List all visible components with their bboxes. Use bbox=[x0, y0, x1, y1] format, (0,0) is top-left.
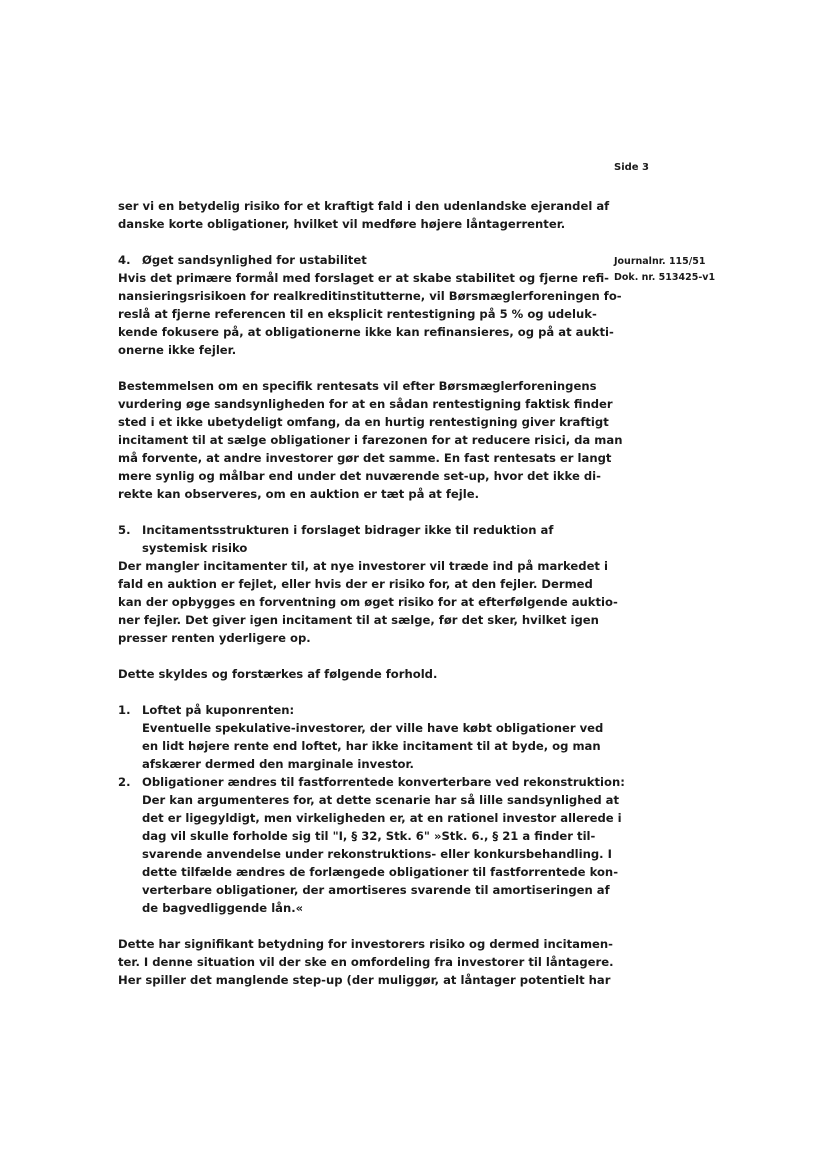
text-line: ter. I denne situation vil der ske en omfordeling fra investorer til låntagere. bbox=[118, 955, 614, 969]
text-line: Eventuelle spekulative-investorer, der ville have købt obligationer ved bbox=[142, 721, 604, 735]
list-number: 1. bbox=[118, 703, 131, 717]
text-line: reslå at fjerne referencen til en eksplicit rentestigning på 5 % og udeluk- bbox=[118, 307, 597, 321]
list-number: 2. bbox=[118, 775, 131, 789]
text-line: ner fejler. Det giver igen incitament til at sælge, før det sker, hvilket igen bbox=[118, 613, 599, 627]
paragraph-intro bbox=[118, 197, 610, 233]
list-item-title: Loftet på kuponrenten: bbox=[142, 703, 295, 717]
text-line: Der kan argumenteres for, at dette scenarie har så lille sandsynlighed at bbox=[142, 793, 620, 807]
section-title: Øget sandsynlighed for ustabilitet bbox=[142, 253, 367, 267]
text-line: ser vi en betydelig risiko for et kraftigt fald i den udenlandske ejerandel af bbox=[118, 199, 610, 213]
text-line: verterbare obligationer, der amortiseres svarende til amortiseringen af bbox=[142, 883, 610, 897]
text-line: nansieringsrisikoen for realkreditinstitutterne, vil Børsmæglerforeningen fo- bbox=[118, 289, 622, 303]
text-line: må forvente, at andre investorer gør det samme. En fast rentesats er langt bbox=[118, 451, 612, 465]
list-item-title: Obligationer ændres til fastforrentede konverterbare ved rekonstruktion: bbox=[142, 775, 625, 789]
list-item bbox=[118, 701, 604, 773]
section-number: 4. bbox=[118, 253, 131, 267]
text-line: sted i et ikke ubetydeligt omfang, da en hurtig rentestigning giver kraftigt bbox=[118, 415, 609, 429]
document-number: Dok. nr. 513425-v1 bbox=[614, 272, 716, 283]
text-line: onerne ikke fejler. bbox=[118, 343, 237, 357]
text-line: mere synlig og målbar end under det nuværende set-up, hvor det ikke di- bbox=[118, 469, 601, 483]
text-line: kan der opbygges en forventning om øget risiko for at efterfølgende auktio- bbox=[118, 595, 618, 609]
text-line: rekte kan observeres, om en auktion er tæt på at fejle. bbox=[118, 487, 480, 501]
text-line: dag vil skulle forholde sig til "I, § 32, Stk. 6" »Stk. 6., § 21 a finder til- bbox=[142, 829, 596, 843]
text-line: Dette har signifikant betydning for investorers risiko og dermed incitamen- bbox=[118, 937, 613, 951]
paragraph-5b: Dette skyldes og forstærkes af følgende forhold. bbox=[118, 667, 438, 681]
paragraph-4a bbox=[118, 269, 622, 359]
text-line: Her spiller det manglende step-up (der muliggør, at låntager potentielt har bbox=[118, 973, 611, 987]
document-body bbox=[118, 197, 625, 1007]
section-number: 5. bbox=[118, 523, 131, 537]
page-number: Side 3 bbox=[614, 162, 650, 173]
section-heading-4 bbox=[118, 251, 580, 269]
text-line: kende fokusere på, at obligationerne ikke kan refinansieres, og på at aukti- bbox=[118, 325, 614, 339]
text-line: svarende anvendelse under rekonstruktions- eller konkursbehandling. I bbox=[142, 847, 612, 861]
text-line: det er ligegyldigt, men virkeligheden er, at en rationel investor allerede i bbox=[142, 811, 622, 825]
text-line: en lidt højere rente end loftet, har ikke incitament til at byde, og man bbox=[142, 739, 601, 753]
list-item bbox=[118, 773, 625, 917]
section-title-line2: systemisk risiko bbox=[142, 541, 248, 555]
text-line: de bagvedliggende lån.« bbox=[142, 901, 304, 915]
text-line: fald en auktion er fejlet, eller hvis der er risiko for, at den fejler. Dermed bbox=[118, 577, 593, 591]
text-line: dette tilfælde ændres de forlængede obligationer til fastforrentede kon- bbox=[142, 865, 619, 879]
text-line: Der mangler incitamenter til, at nye investorer vil træde ind på markedet i bbox=[118, 559, 608, 573]
journal-number: Journalnr. 115/51 bbox=[614, 256, 706, 267]
text-line: Bestemmelsen om en specifik rentesats vil efter Børsmæglerforeningens bbox=[118, 379, 597, 393]
numbered-list bbox=[118, 701, 625, 917]
text-line: Hvis det primære formål med forslaget er at skabe stabilitet og fjerne refi- bbox=[118, 271, 609, 285]
paragraph-5a bbox=[118, 557, 618, 647]
section-title-line1: Incitamentsstrukturen i forslaget bidrager ikke til reduktion af bbox=[142, 523, 554, 537]
paragraph-4b bbox=[118, 377, 623, 503]
document-sidebar bbox=[614, 254, 715, 286]
text-line: presser renten yderligere op. bbox=[118, 631, 311, 645]
text-line: vurdering øge sandsynligheden for at en sådan rentestigning faktisk finder bbox=[118, 397, 613, 411]
text-line: afskærer dermed den marginale investor. bbox=[142, 757, 414, 771]
text-line: danske korte obligationer, hvilket vil medføre højere låntagerrenter. bbox=[118, 217, 566, 231]
text-line: incitament til at sælge obligationer i farezonen for at reducere risici, da man bbox=[118, 433, 623, 447]
paragraph-final bbox=[118, 935, 614, 989]
section-heading-5 bbox=[118, 521, 580, 557]
